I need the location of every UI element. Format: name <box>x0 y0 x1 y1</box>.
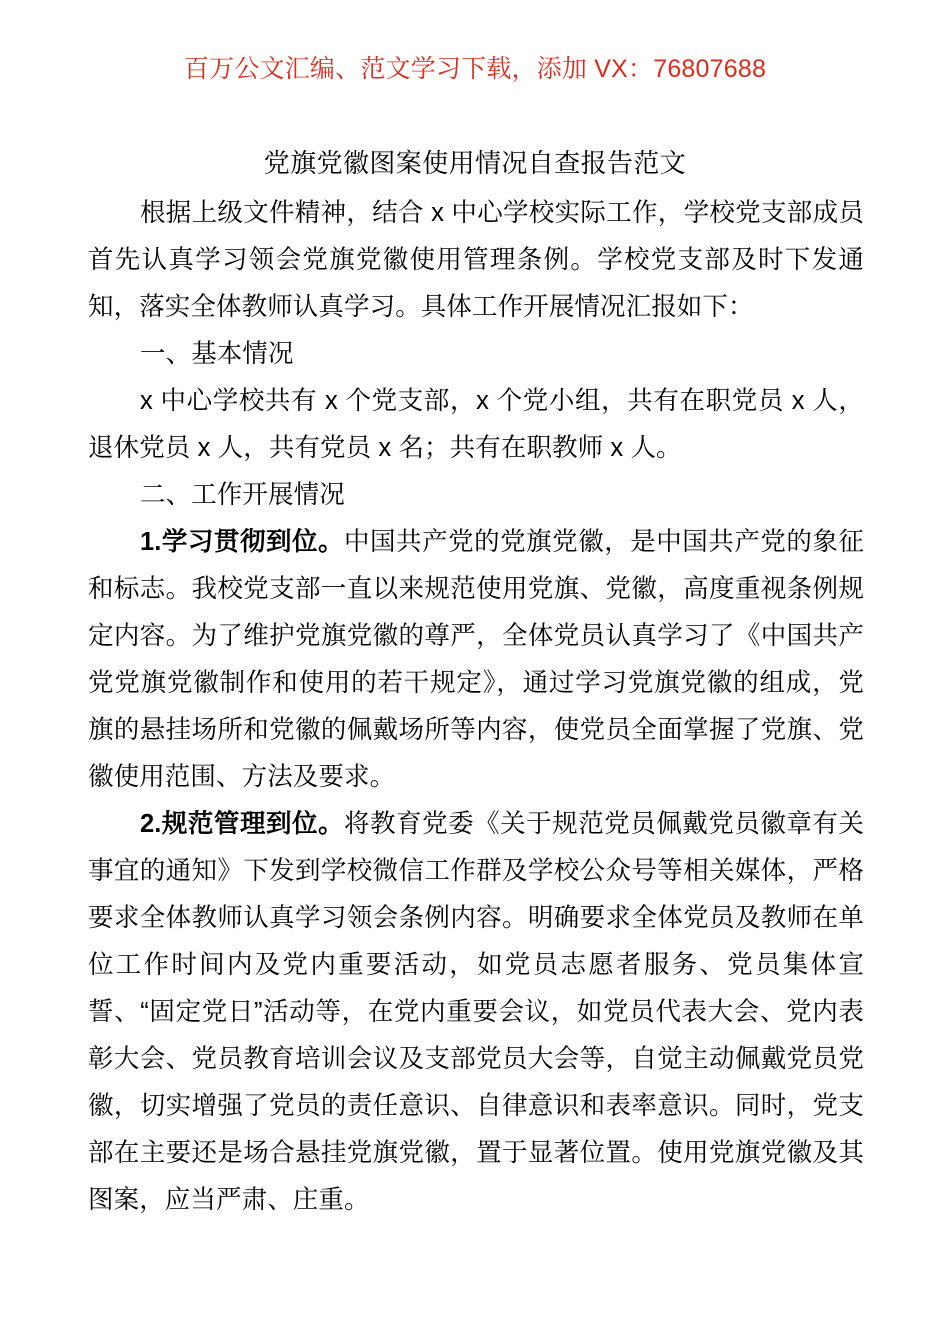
item-1-body-text: 中国共产党的党旗党徽，是中国共产党的象征和标志。我校党支部一直以来规范使用党旗、党徽，高度重视条例规定内容。为了维护党旗党徽的尊严，全体党员认真学习了《中国共产党党旗党徽制作和使用的若干规定》，通过学习党旗党徽的组成，党旗的悬挂场所和党徽的佩戴场所等内容，使党员全面掌握了党旗、党徽使用范围、方法及要求。 <box>88 528 864 791</box>
promo-banner-text: 百万公文汇编、范文学习下载，添加 VX：76807688 <box>183 55 767 83</box>
item-2-bold-lead: 2.规范管理到位。 <box>140 810 345 838</box>
paragraph-intro: 根据上级文件精神，结合 x 中心学校实际工作，学校党支部成员首先认真学习领会党旗党徽使用管理条例。学校党支部及时下发通知，落实全体教师认真学习。具体工作开展情况汇报如下： <box>88 199 864 321</box>
paragraph-item-1 <box>88 519 864 801</box>
section-heading-one: 一、基本情况 <box>140 340 294 368</box>
document-body <box>88 190 864 1224</box>
document-title: 党旗党徽图案使用情况自查报告范文 <box>263 148 687 179</box>
paragraph-section-one-body: x 中心学校共有 x 个党支部，x 个党小组，共有在职党员 x 人，退休党员 x 人，共有党员 x 名；共有在职教师 x 人。 <box>88 387 864 462</box>
paragraph-item-2 <box>88 801 864 1224</box>
section-heading-two: 二、工作开展情况 <box>140 481 345 509</box>
item-2-body-text: 将教育党委《关于规范党员佩戴党员徽章有关事宜的通知》下发到学校微信工作群及学校公众号等相关媒体，严格要求全体教师认真学习领会条例内容。明确要求全体党员及教师在单位工作时间内及党内重要活动，如党员志愿者服务、党员集体宣誓、“固定党日”活动等，在党内重要会议，如党员代表大会、党内表彰大会、党员教育培训会议及支部党员大会等，自觉主动佩戴党员党徽，切实增强了党员的责任意识、自律意识和表率意识。同时，党支部在主要还是场合悬挂党旗党徽，置于显著位置。使用党旗党徽及其图案，应当严肃、庄重。 <box>88 810 864 1214</box>
item-1-bold-lead: 1.学习贯彻到位。 <box>140 528 345 556</box>
